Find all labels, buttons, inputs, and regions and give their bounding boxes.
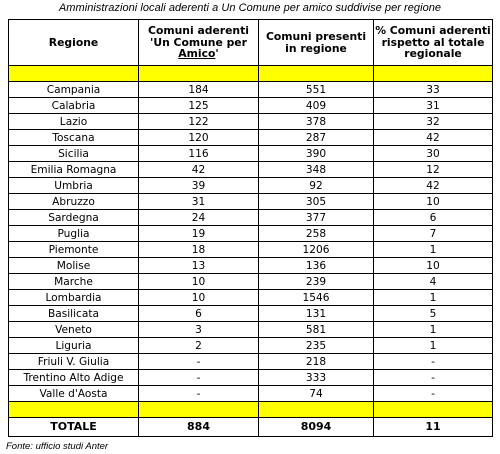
- cell-presenti: 258: [259, 226, 374, 242]
- cell-aderenti: 2: [139, 338, 259, 354]
- table-row: [9, 338, 493, 354]
- header-regione: Regione: [9, 20, 139, 66]
- table-row: [9, 98, 493, 114]
- cell-presenti: 348: [259, 162, 374, 178]
- cell-regione: Valle d'Aosta: [9, 386, 139, 402]
- cell-regione: Sicilia: [9, 146, 139, 162]
- cell-presenti: 218: [259, 354, 374, 370]
- cell-regione: Puglia: [9, 226, 139, 242]
- total-label: TOTALE: [9, 418, 139, 437]
- cell-aderenti: 42: [139, 162, 259, 178]
- cell-regione: Basilicata: [9, 306, 139, 322]
- table-row: [9, 290, 493, 306]
- table-row: [9, 178, 493, 194]
- cell-aderenti: -: [139, 354, 259, 370]
- cell-regione: Piemonte: [9, 242, 139, 258]
- header-presenti: Comuni presenti in regione: [259, 20, 374, 66]
- cell-regione: Toscana: [9, 130, 139, 146]
- total-percent: 11: [374, 418, 493, 437]
- cell-percent: 1: [374, 338, 493, 354]
- cell-regione: Lombardia: [9, 290, 139, 306]
- cell-presenti: 92: [259, 178, 374, 194]
- cell-presenti: 305: [259, 194, 374, 210]
- cell-presenti: 333: [259, 370, 374, 386]
- cell-percent: 32: [374, 114, 493, 130]
- cell-presenti: 74: [259, 386, 374, 402]
- table-row: [9, 114, 493, 130]
- cell-presenti: 378: [259, 114, 374, 130]
- cell-aderenti: 122: [139, 114, 259, 130]
- table-row: [9, 258, 493, 274]
- cell-presenti: 551: [259, 82, 374, 98]
- cell-regione: Veneto: [9, 322, 139, 338]
- table-row: [9, 82, 493, 98]
- cell-aderenti: 31: [139, 194, 259, 210]
- cell-regione: Lazio: [9, 114, 139, 130]
- cell-aderenti: 13: [139, 258, 259, 274]
- cell-aderenti: 3: [139, 322, 259, 338]
- cell-presenti: 409: [259, 98, 374, 114]
- cell-aderenti: 184: [139, 82, 259, 98]
- cell-percent: -: [374, 370, 493, 386]
- cell-percent: 4: [374, 274, 493, 290]
- source-note: Fonte: ufficio studi Anter: [6, 441, 109, 452]
- cell-presenti: 136: [259, 258, 374, 274]
- cell-aderenti: 24: [139, 210, 259, 226]
- cell-percent: 42: [374, 130, 493, 146]
- cell-aderenti: 125: [139, 98, 259, 114]
- cell-regione: Calabria: [9, 98, 139, 114]
- cell-percent: -: [374, 386, 493, 402]
- cell-presenti: 377: [259, 210, 374, 226]
- cell-aderenti: 116: [139, 146, 259, 162]
- cell-presenti: 390: [259, 146, 374, 162]
- header-row: [9, 20, 493, 66]
- cell-percent: 1: [374, 242, 493, 258]
- cell-regione: Molise: [9, 258, 139, 274]
- cell-percent: 1: [374, 322, 493, 338]
- header-aderenti: Comuni aderenti 'Un Comune per Amico': [139, 20, 259, 66]
- cell-presenti: 235: [259, 338, 374, 354]
- cell-presenti: 287: [259, 130, 374, 146]
- cell-presenti: 239: [259, 274, 374, 290]
- cell-percent: 5: [374, 306, 493, 322]
- cell-percent: 33: [374, 82, 493, 98]
- highlight-row-bottom: [9, 402, 493, 418]
- table-row: [9, 274, 493, 290]
- cell-aderenti: -: [139, 370, 259, 386]
- regions-table: [8, 19, 493, 437]
- cell-regione: Campania: [9, 82, 139, 98]
- cell-percent: 10: [374, 194, 493, 210]
- cell-percent: 10: [374, 258, 493, 274]
- header-percent: % Comuni aderenti rispetto al totale regionale: [374, 20, 493, 66]
- table-row: [9, 210, 493, 226]
- cell-aderenti: 10: [139, 290, 259, 306]
- table-row: [9, 306, 493, 322]
- table-row: [9, 130, 493, 146]
- cell-percent: 1: [374, 290, 493, 306]
- cell-regione: Abruzzo: [9, 194, 139, 210]
- table-caption: Amministrazioni locali aderenti a Un Comune per amico suddivise per regione: [58, 2, 442, 14]
- table-row: [9, 226, 493, 242]
- table-row: [9, 322, 493, 338]
- cell-percent: 6: [374, 210, 493, 226]
- cell-regione: Liguria: [9, 338, 139, 354]
- cell-presenti: 1546: [259, 290, 374, 306]
- table-row: [9, 146, 493, 162]
- table-row: [9, 354, 493, 370]
- cell-percent: 12: [374, 162, 493, 178]
- cell-percent: -: [374, 354, 493, 370]
- cell-regione: Umbria: [9, 178, 139, 194]
- table-row: [9, 386, 493, 402]
- total-presenti: 8094: [259, 418, 374, 437]
- cell-regione: Friuli V. Giulia: [9, 354, 139, 370]
- cell-percent: 30: [374, 146, 493, 162]
- table-row: [9, 162, 493, 178]
- cell-presenti: 131: [259, 306, 374, 322]
- table-row: [9, 370, 493, 386]
- cell-presenti: 1206: [259, 242, 374, 258]
- highlight-row-top: [9, 66, 493, 82]
- cell-aderenti: 18: [139, 242, 259, 258]
- cell-presenti: 581: [259, 322, 374, 338]
- cell-percent: 7: [374, 226, 493, 242]
- cell-percent: 31: [374, 98, 493, 114]
- cell-percent: 42: [374, 178, 493, 194]
- cell-aderenti: 6: [139, 306, 259, 322]
- table-row: [9, 242, 493, 258]
- cell-aderenti: 39: [139, 178, 259, 194]
- cell-aderenti: 19: [139, 226, 259, 242]
- total-aderenti: 884: [139, 418, 259, 437]
- total-row: [9, 418, 493, 437]
- table-row: [9, 194, 493, 210]
- cell-aderenti: -: [139, 386, 259, 402]
- cell-regione: Marche: [9, 274, 139, 290]
- cell-aderenti: 120: [139, 130, 259, 146]
- cell-regione: Emilia Romagna: [9, 162, 139, 178]
- cell-aderenti: 10: [139, 274, 259, 290]
- cell-regione: Sardegna: [9, 210, 139, 226]
- cell-regione: Trentino Alto Adige: [9, 370, 139, 386]
